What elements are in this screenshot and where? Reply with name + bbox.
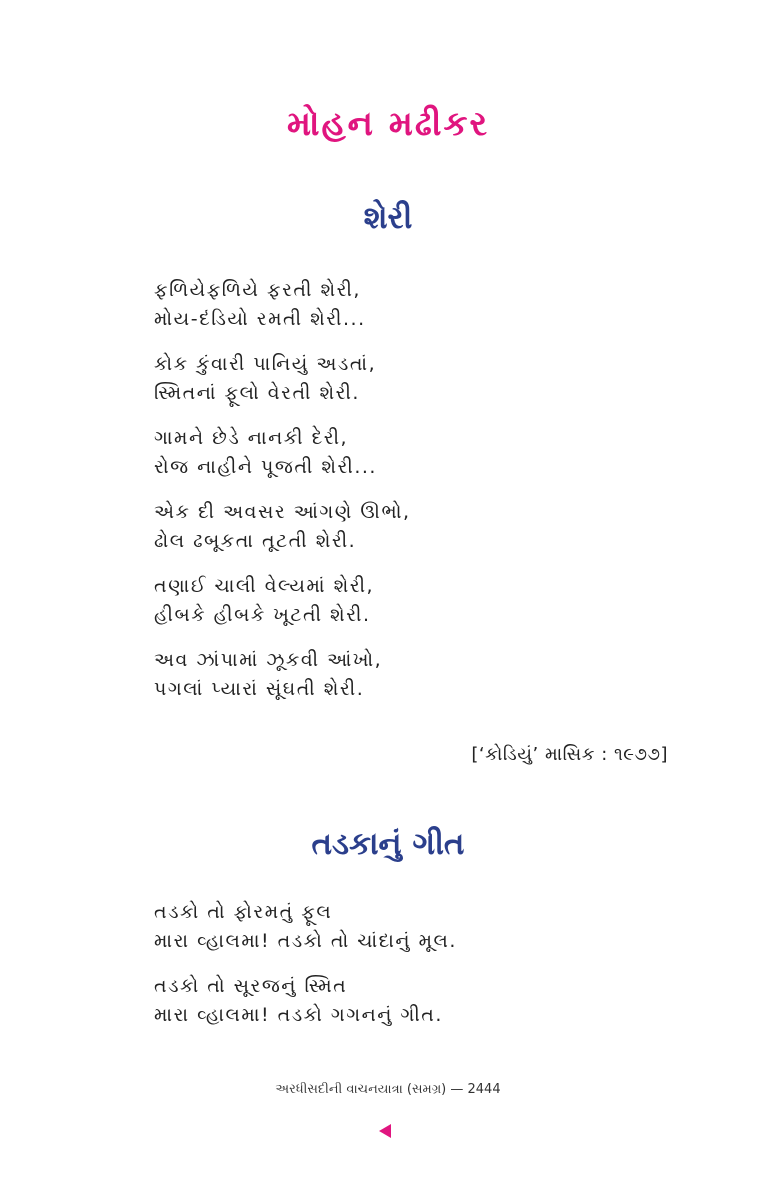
poem-line: મારા વ્હાલમા! તડકો ગગનનું ગીત. xyxy=(154,1004,443,1026)
poem-line: રોજ નાહીને પૂજતી શેરી... xyxy=(154,456,377,478)
poem-line: એક દી અવસર આંગણે ઊભો, xyxy=(154,501,411,523)
poem-title-tadkanu-geet: તડકાનું ગીત xyxy=(311,826,465,862)
stanza xyxy=(154,646,674,704)
stanza xyxy=(154,424,674,482)
poem-line: અવ ઝાંપામાં ઝૂકવી આંખો, xyxy=(154,649,383,671)
poem-line: તણાઈ ચાલી વેલ્યમાં શેરી, xyxy=(154,575,375,597)
stanza xyxy=(154,572,674,630)
poem-line: ફળિયેફળિયે ફરતી શેરી, xyxy=(154,279,361,301)
page-footer: અરધીસદીની વાચનયાત્રા (સમગ્ર) — 2444 xyxy=(275,1082,501,1097)
stanza xyxy=(154,276,674,334)
poem-line: પગલાં પ્યારાં સૂંઘતી શેરી. xyxy=(154,678,365,700)
poem-line: તડકો તો ફોરમતું ફૂલ xyxy=(154,901,333,923)
poem-line: હીબકે હીબકે ખૂટતી શેરી. xyxy=(154,604,371,626)
left-triangle-icon[interactable] xyxy=(379,1124,391,1138)
stanza xyxy=(154,498,674,556)
poem-line: ગામને છેડે નાનકી દેરી, xyxy=(154,427,349,449)
poem-line: મારા વ્હાલમા! તડકો તો ચાંદાનું મૂલ. xyxy=(154,930,457,952)
stanza xyxy=(154,972,674,1030)
poem-line: તડકો તો સૂરજનું સ્મિત xyxy=(154,975,348,997)
poem-line: સ્મિતનાં ફૂલો વેરતી શેરી. xyxy=(154,382,360,404)
poem-line: ઢોલ ઢબૂકતા તૂટતી શેરી. xyxy=(154,530,357,552)
poem-sheri xyxy=(154,276,674,720)
poem-line: મોય-દંડિયો રમતી શેરી... xyxy=(154,308,366,330)
stanza xyxy=(154,898,674,956)
poem-tadkanu-geet xyxy=(154,898,674,1046)
poem-title-sheri: શેરી xyxy=(363,200,413,236)
stanza xyxy=(154,350,674,408)
poem-line: કોક કુંવારી પાનિયું અડતાં, xyxy=(154,353,377,375)
author-name: મોહન મઢીકર xyxy=(286,104,490,144)
poem-source-citation: [‘કોડિયું’ માસિક : ૧૯૭૭] xyxy=(471,744,668,765)
